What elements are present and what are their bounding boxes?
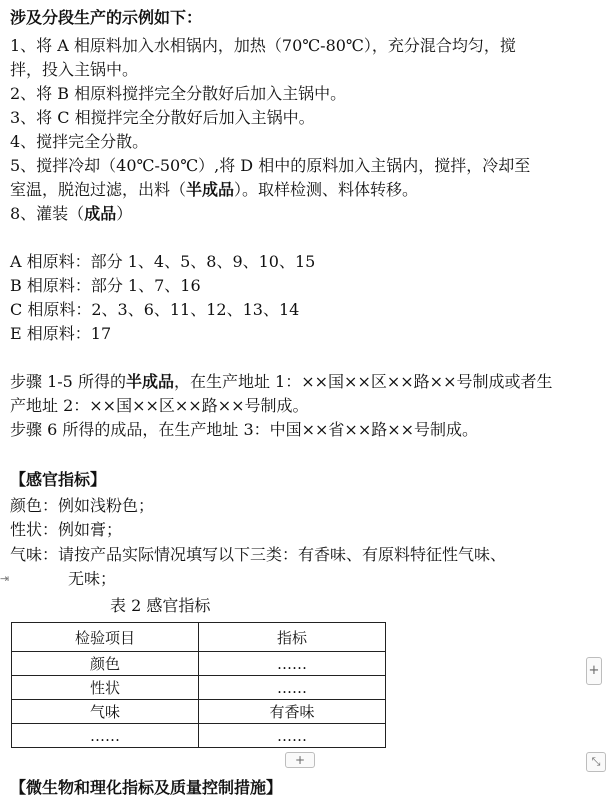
step-5-cont [10, 178, 418, 202]
step-3: 3、将 C 相搅拌完全分散好后加入主锅中。 [10, 108, 315, 127]
phase-c: C 相原料：2、3、6、11、12、13、14 [10, 300, 300, 319]
address-line-1-pre: 步骤 1-5 所得的 [10, 372, 126, 391]
table-row [12, 700, 386, 724]
section-heading: 涉及分段生产的示例如下： [10, 8, 203, 27]
table-header[interactable]: 检验项目 [12, 623, 199, 652]
phase-b: B 相原料：部分 1、7、16 [10, 276, 201, 295]
add-column-button[interactable]: + [586, 657, 602, 685]
address-line-1 [10, 370, 553, 394]
table-cell[interactable]: …… [199, 676, 386, 700]
table-header[interactable]: 指标 [199, 623, 386, 652]
table-header-row [12, 623, 386, 652]
table-cell[interactable]: …… [199, 652, 386, 676]
table-row [12, 652, 386, 676]
table-cell[interactable]: …… [199, 724, 386, 748]
address-semi-product: 半成品 [125, 372, 174, 391]
move-handle-icon[interactable]: ⇥ [0, 572, 10, 585]
phase-e: E 相原料：17 [10, 324, 112, 343]
product-label: 成品 [84, 204, 117, 223]
table-caption: 表 2 感官指标 [110, 596, 211, 615]
sensory-texture: 性状：例如膏； [10, 520, 123, 539]
phase-a: A 相原料：部分 1、4、5、8、9、10、15 [10, 252, 316, 271]
step-5-cont-pre: 室温，脱泡过滤，出料（ [10, 180, 187, 199]
sensory-table [11, 622, 386, 748]
step-1: 1、将 A 相原料加入水相锅内，加热（70℃-80℃），充分混合均匀，搅 [10, 36, 516, 55]
sensory-smell: 气味：请按产品实际情况填写以下三类：有香味、有原料特征性气味、 [10, 545, 507, 564]
step-5: 5、搅拌冷却（40℃-50℃）,将 D 相中的原料加入主锅内，搅拌，冷却至 [10, 156, 531, 175]
sensory-title: 【感官指标】 [10, 470, 107, 489]
table-cell[interactable]: 有香味 [199, 700, 386, 724]
step-4: 4、搅拌完全分散。 [10, 132, 149, 151]
step-8 [10, 202, 132, 226]
address-line-1-post: ，在生产地址 1：××国××区××路××号制成或者生 [173, 372, 553, 391]
table-cell[interactable]: 性状 [12, 676, 199, 700]
sensory-color: 颜色：例如浅粉色； [10, 496, 155, 515]
table-row [12, 676, 386, 700]
table-cell[interactable]: 气味 [12, 700, 199, 724]
footer-title: 【微生物和理化指标及质量控制措施】 [10, 778, 283, 797]
step-8-pre: 8、灌装（ [10, 204, 85, 223]
address-line-1-cont: 产地址 2：××国××区××路××号制成。 [10, 396, 309, 415]
table-cell[interactable]: …… [12, 724, 199, 748]
resize-handle-icon[interactable]: ⤡ [586, 752, 606, 772]
step-1-cont: 拌，投入主锅中。 [10, 60, 139, 79]
table-cell[interactable]: 颜色 [12, 652, 199, 676]
step-2: 2、将 B 相原料搅拌完全分散好后加入主锅中。 [10, 84, 347, 103]
sensory-smell-cont: 无味； [68, 569, 117, 588]
semi-product-label: 半成品 [186, 180, 235, 199]
step-8-post: ） [116, 204, 133, 223]
add-row-button[interactable]: + [285, 752, 315, 768]
address-line-2: 步骤 6 所得的成品，在生产地址 3：中国××省××路××号制成。 [10, 420, 479, 439]
table-row [12, 724, 386, 748]
step-5-cont-post: ）。取样检测、料体转移。 [234, 180, 419, 199]
